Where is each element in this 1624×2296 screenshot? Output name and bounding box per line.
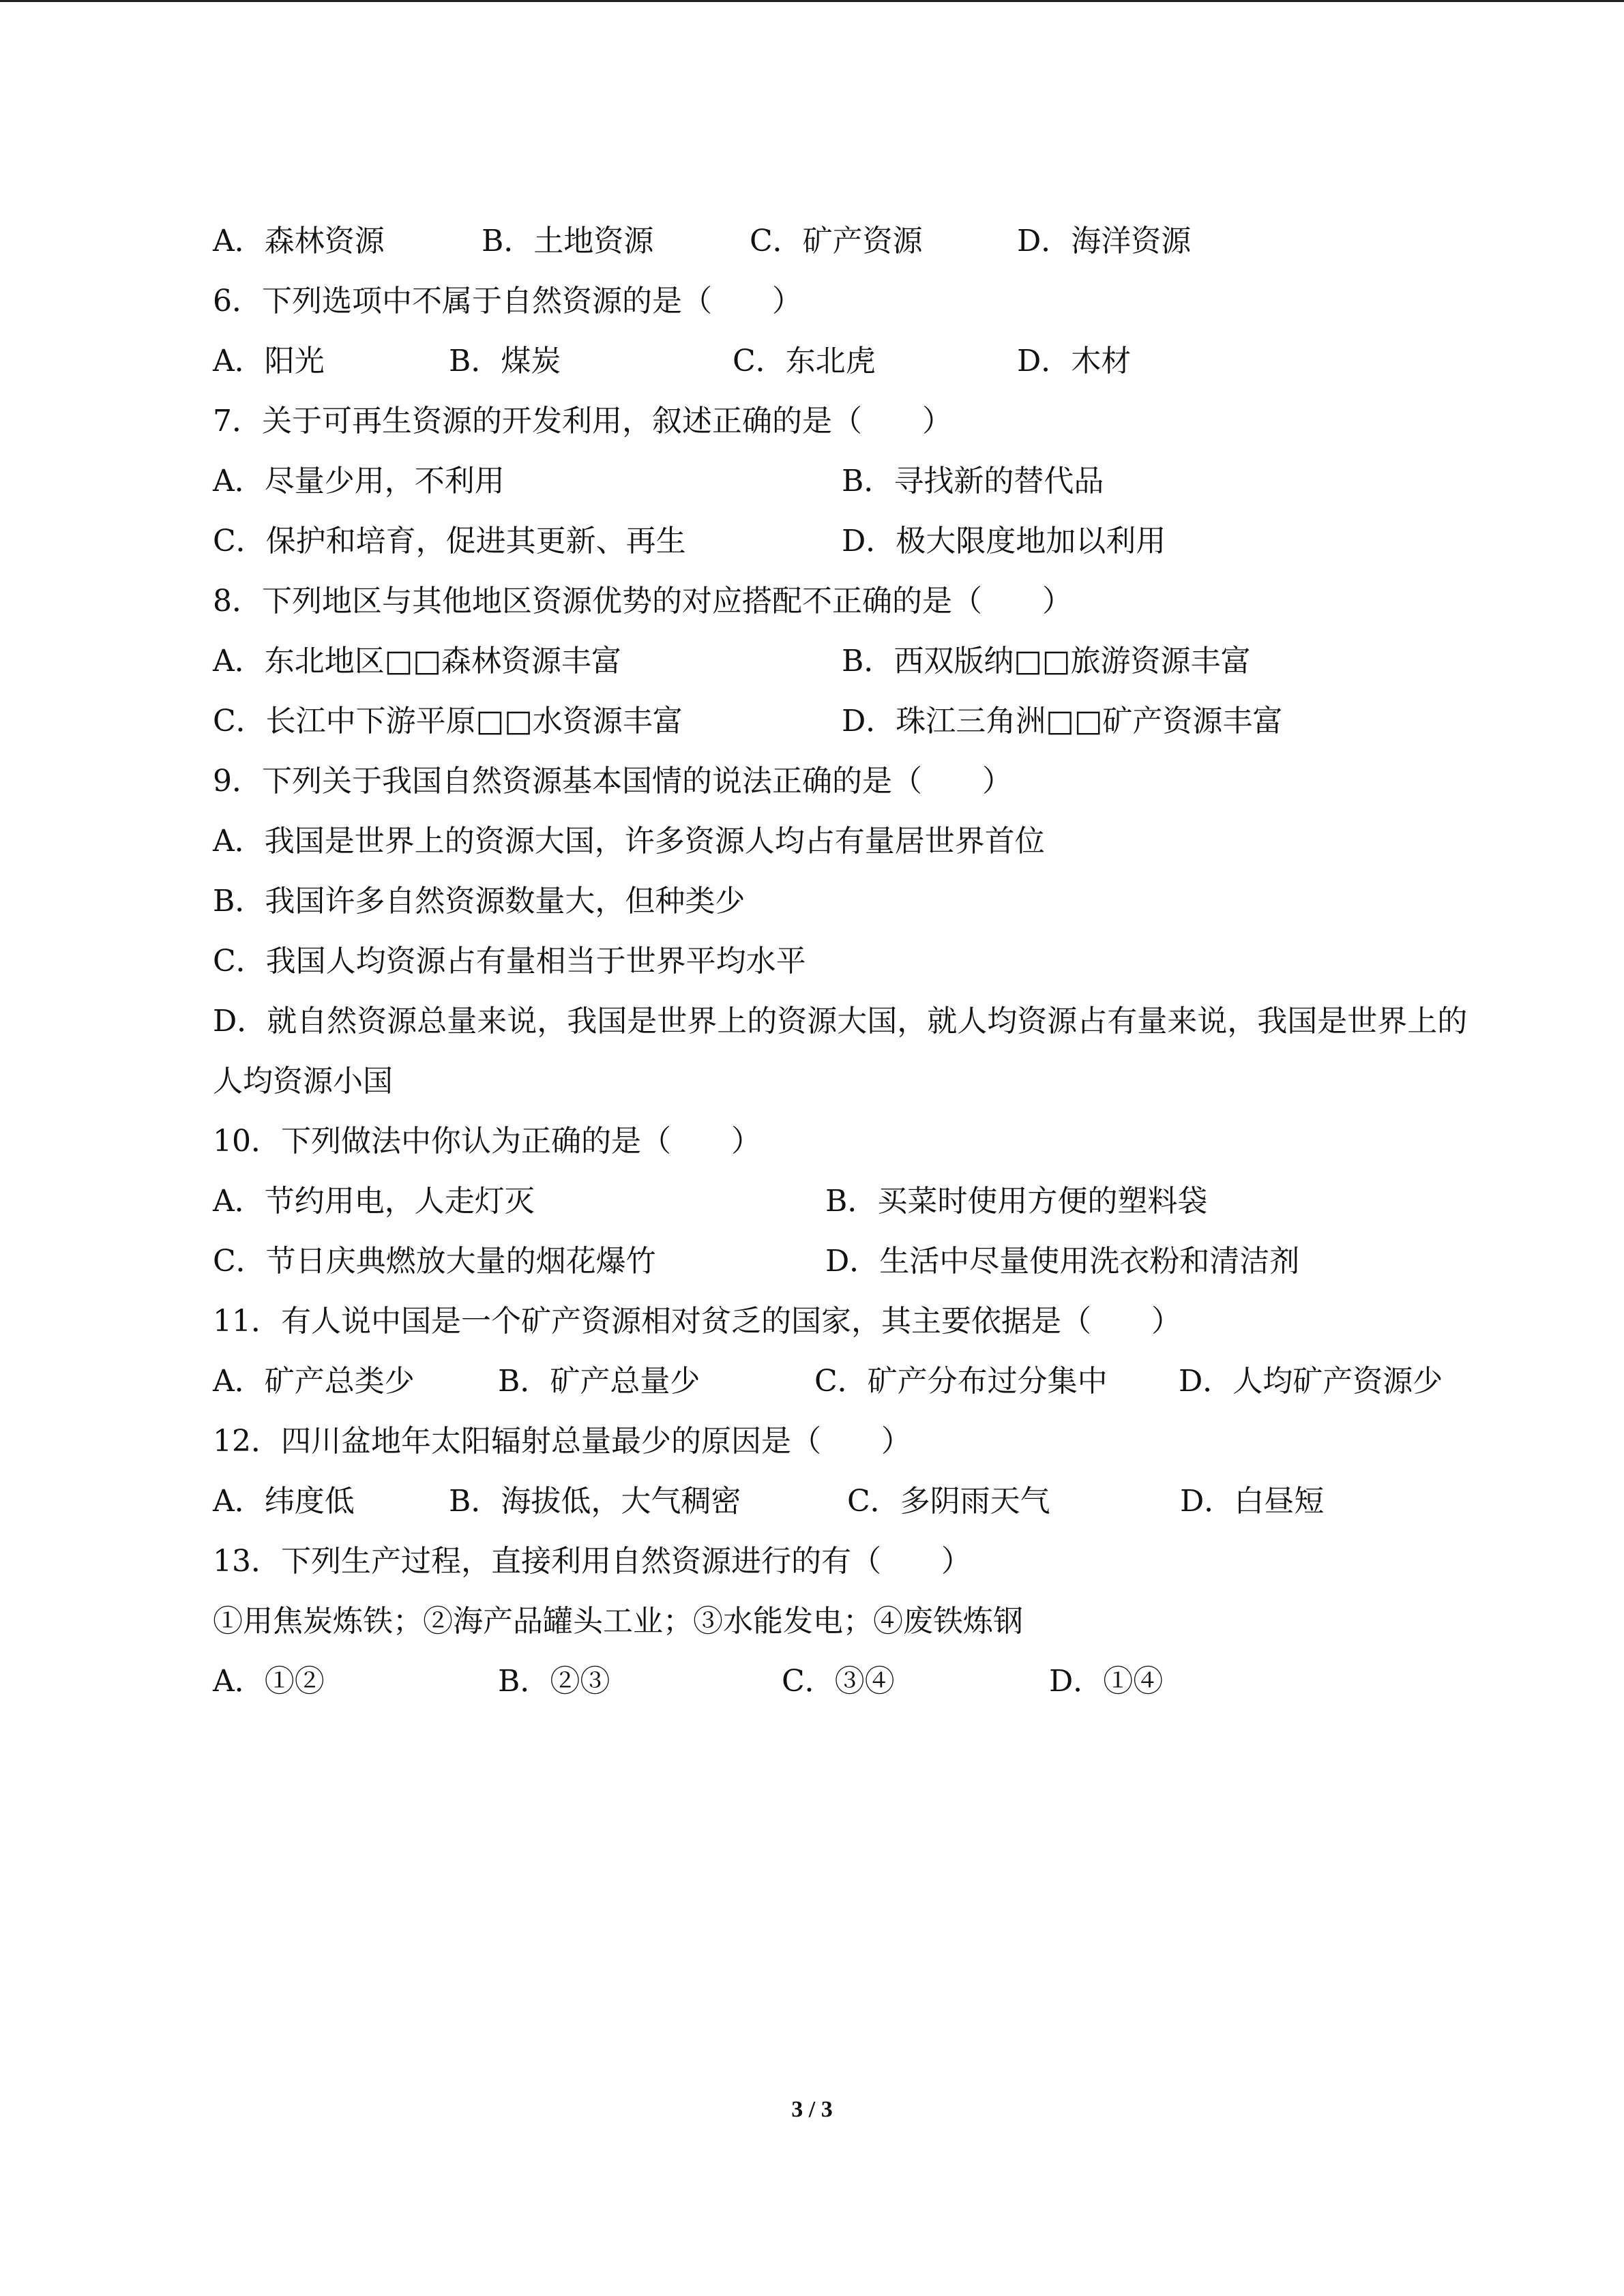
q12-options	[213, 1472, 1481, 1532]
q8-option-c: C．长江中下游平原□□水资源丰富	[213, 704, 683, 739]
q8-options-row1	[213, 631, 1481, 691]
q9-option-d: D．就自然资源总量来说，我国是世界上的资源大国，就人均资源占有量来说，我国是世界上的人均资源小国	[213, 1004, 1468, 1099]
q13-option-d: D．①④	[1049, 1664, 1164, 1699]
page-body	[213, 211, 1481, 1712]
q8-option-b: B．西双版纳□□旅游资源丰富	[842, 644, 1251, 679]
q11-options	[213, 1352, 1481, 1412]
q7-option-b: B．寻找新的替代品	[842, 464, 1104, 498]
q7-options-row1	[213, 451, 1481, 511]
q8-options-row2	[213, 691, 1481, 751]
page-top-border	[0, 0, 1624, 2]
q10-option-b: B．买菜时使用方便的塑料袋	[825, 1184, 1208, 1219]
q9-stem: 9．下列关于我国自然资源基本国情的说法正确的是（ ）	[213, 764, 1012, 799]
q6-options	[213, 331, 1481, 391]
q7-option-a: A．尽量少用，不利用	[213, 464, 505, 498]
q10-option-d: D．生活中尽量使用洗衣粉和清洁剂	[825, 1244, 1300, 1279]
q6-option-d: D．木材	[1017, 344, 1132, 378]
q11-stem: 11．有人说中国是一个矿产资源相对贫乏的国家，其主要依据是（ ）	[213, 1304, 1181, 1339]
q13-option-a: A．①②	[213, 1664, 325, 1699]
q10-option-c: C．节日庆典燃放大量的烟花爆竹	[213, 1244, 656, 1279]
q13-stem: 13．下列生产过程，直接利用自然资源进行的有（ ）	[213, 1544, 971, 1579]
q13-option-c: C．③④	[782, 1664, 895, 1699]
q10-options-row1	[213, 1172, 1481, 1232]
q13-options	[213, 1652, 1481, 1712]
q11-option-a: A．矿产总类少	[213, 1364, 415, 1399]
q7-option-d: D．极大限度地加以利用	[842, 524, 1166, 558]
q8-option-a: A．东北地区□□森林资源丰富	[213, 644, 621, 679]
q9-option-a: A．我国是世界上的资源大国，许多资源人均占有量居世界首位	[213, 824, 1045, 859]
q13-items: ①用焦炭炼铁；②海产品罐头工业；③水能发电；④废铁炼钢	[213, 1604, 1023, 1639]
q10-options-row2	[213, 1232, 1481, 1292]
q6-option-b: B．煤炭	[449, 344, 561, 378]
q7-options-row2	[213, 511, 1481, 571]
q6-option-a: A．阳光	[213, 344, 325, 378]
q8-stem: 8．下列地区与其他地区资源优势的对应搭配不正确的是（ ）	[213, 584, 1072, 618]
q12-option-c: C．多阴雨天气	[847, 1484, 1050, 1519]
q10-stem: 10．下列做法中你认为正确的是（ ）	[213, 1124, 761, 1159]
q5-option-a: A．森林资源	[213, 224, 385, 258]
q9-option-b: B．我国许多自然资源数量大，但种类少	[213, 884, 745, 919]
q11-option-c: C．矿产分布过分集中	[814, 1364, 1108, 1399]
q5-option-d: D．海洋资源	[1017, 224, 1192, 258]
q11-option-b: B．矿产总量少	[498, 1364, 700, 1399]
q6-option-c: C．东北虎	[733, 344, 876, 378]
q5-options	[213, 211, 1481, 271]
q7-stem: 7．关于可再生资源的开发利用，叙述正确的是（ ）	[213, 404, 952, 438]
q8-option-d: D．珠江三角洲□□矿产资源丰富	[842, 704, 1283, 739]
q7-option-c: C．保护和培育，促进其更新、再生	[213, 524, 686, 558]
q11-option-d: D．人均矿产资源少	[1179, 1364, 1443, 1399]
q12-option-b: B．海拔低，大气稠密	[449, 1484, 741, 1519]
q10-option-a: A．节约用电，人走灯灭	[213, 1184, 535, 1219]
q9-option-c: C．我国人均资源占有量相当于世界平均水平	[213, 944, 806, 979]
q13-option-b: B．②③	[498, 1664, 610, 1699]
q5-option-c: C．矿产资源	[750, 224, 923, 258]
q12-option-d: D．白昼短	[1180, 1484, 1325, 1519]
q12-stem: 12．四川盆地年太阳辐射总量最少的原因是（ ）	[213, 1424, 911, 1459]
q5-option-b: B．土地资源	[482, 224, 654, 258]
page-number: 3 / 3	[791, 2097, 833, 2122]
q6-stem: 6．下列选项中不属于自然资源的是（ ）	[213, 284, 802, 318]
q12-option-a: A．纬度低	[213, 1484, 355, 1519]
